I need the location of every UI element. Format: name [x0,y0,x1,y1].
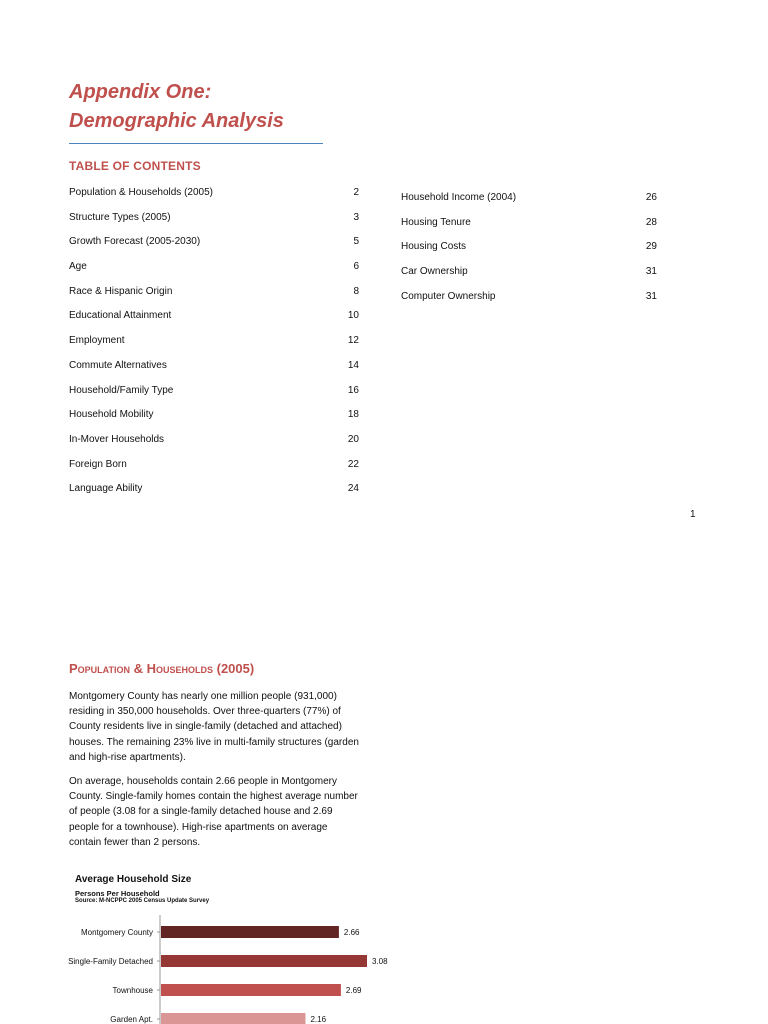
toc-entry-page: 5 [353,236,359,248]
section-heading: Population & Households (2005) [69,661,255,676]
toc-entry-label: In-Mover Households [69,433,165,445]
chart-bar [161,984,341,996]
toc-entry-page: 12 [347,335,359,347]
chart-bar [161,955,367,967]
toc-entry-label: Age [69,261,87,273]
toc-entry-page: 18 [347,409,359,421]
toc-entry[interactable] [401,216,657,230]
toc-right-column [401,191,657,314]
chart-category-label: Single-Family Detached [68,957,153,966]
toc-entry[interactable] [69,186,359,200]
chart-data-label: 3.08 [372,957,388,966]
toc-entry-page: 6 [353,261,359,273]
toc-entry[interactable] [69,384,359,398]
toc-entry-page: 24 [347,483,359,495]
toc-entry-page: 3 [353,211,359,223]
toc-entry-label: Language Ability [69,483,143,495]
toc-entry[interactable] [401,290,657,304]
toc-entry[interactable] [69,309,359,323]
chart-bar [161,1013,305,1024]
title-line-1: Appendix One: [69,81,212,103]
chart-data-label: 2.69 [345,986,362,995]
toc-entry[interactable] [401,265,657,279]
toc-entry[interactable] [69,458,359,472]
toc-entry-label: Population & Households (2005) [69,187,213,198]
page-number: 1 [690,509,696,520]
toc-entry[interactable] [69,482,359,496]
chart-bar [161,926,339,938]
toc-entry-page: 29 [645,241,657,253]
toc-entry-label: Car Ownership [401,266,468,278]
toc-entry-label: Computer Ownership [401,290,496,302]
toc-entry[interactable] [69,235,359,249]
chart-source: Source: M-NCPPC 2005 Census Update Survey [75,898,210,904]
toc-heading: TABLE OF CONTENTS [69,159,201,173]
toc-entry[interactable] [69,285,359,299]
toc-left-column [69,186,359,507]
chart-category-label: Townhouse [112,986,153,995]
title-line-2: Demographic Analysis [69,110,284,132]
toc-entry-page: 26 [645,192,657,203]
toc-entry-page: 31 [645,266,657,278]
toc-entry-page: 10 [347,310,359,322]
toc-entry-label: Housing Costs [401,241,467,253]
household-size-bar-chart [60,915,390,1024]
toc-entry-label: Employment [69,335,125,347]
chart-data-label: 2.66 [343,928,360,937]
toc-entry-label: Race & Hispanic Origin [69,285,173,297]
document-title [69,78,284,136]
toc-entry-page: 16 [347,384,359,396]
toc-entry-label: Growth Forecast (2005-2030) [69,236,201,248]
toc-entry-page: 14 [347,359,359,371]
toc-entry-label: Foreign Born [69,458,127,470]
chart-title: Average Household Size [75,874,192,885]
title-underline [69,143,323,144]
chart-data-label: 2.16 [310,1015,327,1024]
chart-category-label: Montgomery County [80,928,153,937]
toc-entry-page: 28 [645,216,657,228]
toc-entry[interactable] [69,433,359,447]
toc-entry[interactable] [69,260,359,274]
toc-entry-page: 22 [347,458,359,470]
toc-entry-label: Household Mobility [69,409,154,421]
toc-entry[interactable] [401,240,657,254]
toc-entry-label: Housing Tenure [401,216,471,228]
toc-entry[interactable] [69,334,359,348]
toc-entry-label: Educational Attainment [69,310,172,322]
toc-entry-page: 2 [353,187,359,198]
toc-entry[interactable] [69,408,359,422]
toc-entry-label: Household/Family Type [69,384,174,396]
chart-subtitle: Persons Per Household [75,889,160,898]
toc-entry[interactable] [69,359,359,373]
toc-entry-label: Structure Types (2005) [69,211,171,223]
section-paragraph-2: On average, households contain 2.66 people in Montgomery County. Single-family homes contain the highest average number of people (3.08 for a single-family detached house and 2.69 people for a townhouse). High-rise apartments on average contain fewer than 2 persons. [69,776,358,848]
toc-entry-label: Commute Alternatives [69,359,167,371]
toc-entry-page: 8 [353,285,359,297]
chart-category-label: Garden Apt. [110,1015,153,1024]
section-paragraph-1: Montgomery County has nearly one million people (931,000) residing in 350,000 households. Over three-quarters (77%) of County residents live in single-family (detached and attached) houses. The remaining 23% live in multi-family structures (garden and high-rise apartments). [69,691,359,763]
toc-entry-page: 20 [347,433,359,445]
toc-entry[interactable] [69,211,359,225]
toc-entry-label: Household Income (2004) [401,192,517,203]
toc-entry-page: 31 [645,290,657,302]
toc-entry[interactable] [401,191,657,205]
